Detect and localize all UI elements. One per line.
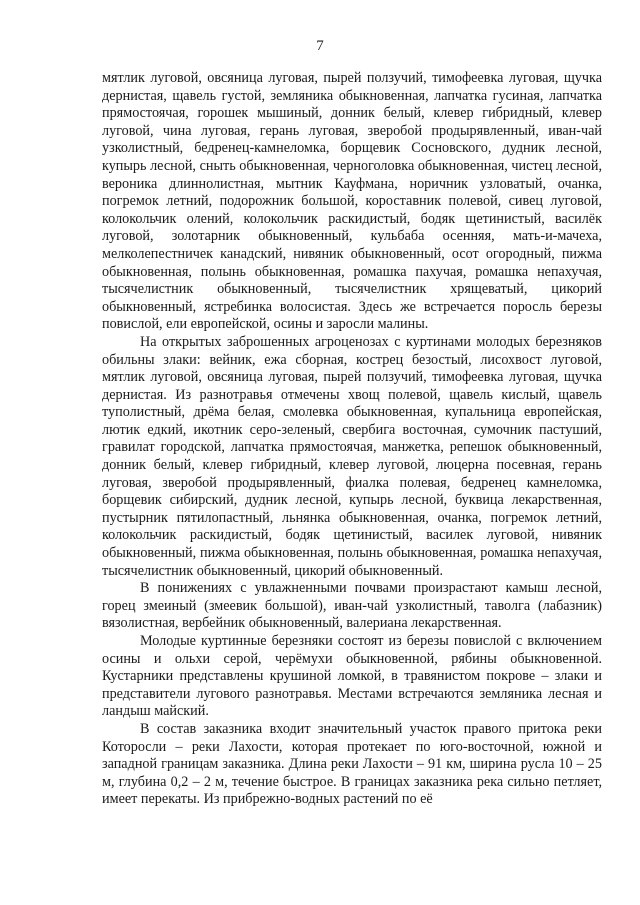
paragraph: На открытых заброшенных агроценозах с куртинами молодых березняков обильны злаки: вейник, ежа сборная, кострец безостый, лисохвост луговой, мятлик луговой, овсяница луговая, пырей ползучий, тимофеевка луговая, щучка дернистая. Из разнотравья отмечены хвощ полевой, щавель кислый, щавель туполистный, дрёма белая, смолевка обыкновенная, купальница европейская, лютик едкий, икотник серо-зеленый, свербига восточная, сумочник пастуший, гравилат городской, лапчатка прямостоячая, манжетка, репешок обыкновенный, донник белый, клевер гибридный, клевер луговой, люцерна посевная, герань луговая, зверобой продырявленный, фиалка полевая, бедренец камнеломка, борщевик сибирский, дудник лесной, купырь лесной, буквица лекарственная, пустырник пятилопастный, льнянка обыкновенная, очанка, погремок летний, колокольчик раскидистый, бодяк щетинистый, василек луговой, нивяник обыкновенный, пижма обыкновенная, полынь обыкновенная, ромашка непахучая, тысячелистник обыкновенный, цикорий обыкновенный. [102,333,602,579]
paragraph: В состав заказника входит значительный участок правого притока реки Которосли – реки Лахости, которая протекает по юго-восточной, южной и западной границам заказника. Длина реки Лахости – 91 км, ширина русла 10 – 25 м, глубина 0,2 – 2 м, течение быстрое. В границах заказника река сильно петляет, имеет перекаты. Из прибрежно-водных растений по её [102,720,602,808]
paragraph: мятлик луговой, овсяница луговая, пырей ползучий, тимофеевка луговая, щучка дернистая, щавель густой, земляника обыкновенная, лапчатка гусиная, лапчатка прямостоячая, горошек мышиный, донник белый, клевер гибридный, клевер луговой, чина луговая, герань луговая, зверобой продырявленный, иван-чай узколистный, бедренец-камнеломка, борщевик Сосновского, дудник лесной, купырь лесной, сныть обыкновенная, черноголовка обыкновенная, чистец лесной, вероника длиннолистная, мытник Кауфмана, норичник узловатый, очанка, погремок летний, подорожник большой, короставник полевой, сивец луговой, колокольчик олений, колокольчик раскидистый, бодяк щетинистый, василёк луговой, золотарник обыкновенный, кульбаба осенняя, мать-и-мачеха, мелколепестничек канадский, нивяник обыкновенный, осот огородный, пижма обыкновенная, полынь обыкновенная, ромашка пахучая, ромашка непахучая, тысячелистник обыкновенный, тысячелистник хрящеватый, цикорий обыкновенный, ястребинка волосистая. Здесь же встречается поросль березы повислой, ели европейской, осины и заросли малины. [102,70,602,333]
page-number: 7 [316,38,324,54]
paragraph: Молодые куртинные березняки состоят из березы повислой с включением осины и ольхи серой, черёмухи обыкновенной, рябины обыкновенной. Кустарники представлены крушиной ломкой, в травянистом покрове – злаки и представители лугового разнотравья. Местами встречаются земляника лесная и ландыш майский. [102,633,602,720]
document-body [102,70,602,809]
paragraph: В понижениях с увлажненными почвами произрастают камыш лесной, горец змеиный (змеевик большой), иван-чай узколистный, таволга (лабазник) вязолистная, вербейник обыкновенный, валериана лекарственная. [102,580,602,632]
